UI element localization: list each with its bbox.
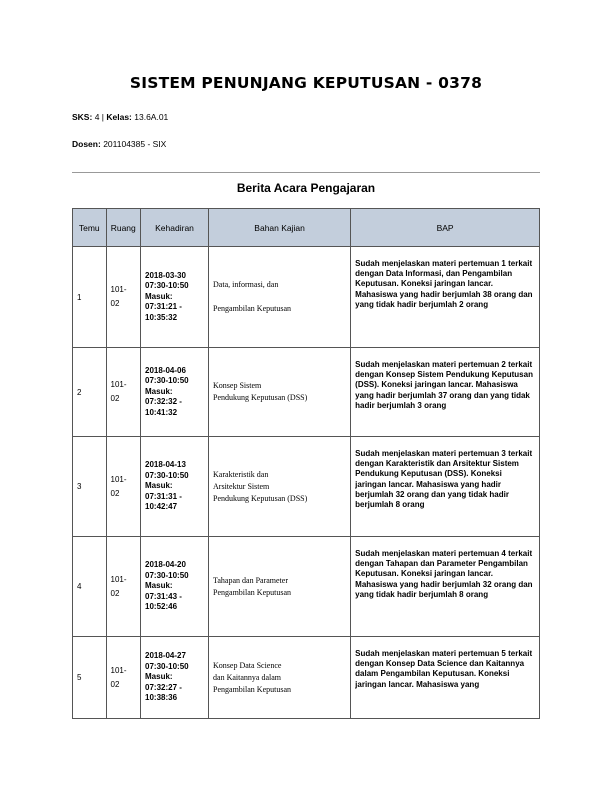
sks-value: 4 |: [94, 112, 107, 122]
temu-cell: 2: [73, 348, 107, 437]
table-row: [73, 437, 540, 537]
dosen-label: Dosen:: [72, 139, 101, 149]
kehadiran-cell: 2018-04-13 07:30-10:50 Masuk: 07:31:31 - 10:42:47: [141, 437, 209, 537]
header-ruang: Ruang: [106, 209, 141, 247]
temu-cell: 4: [73, 537, 107, 637]
bap-cell: Sudah menjelaskan materi pertemuan 5 terkait dengan Konsep Data Science dan Kaitannya dalam Pengambilan Keputusan. Koneksi jaringan lancar. Mahasiswa yang: [351, 637, 540, 719]
bahan-kajian-cell: Data, informasi, dan Pengambilan Keputusan: [209, 247, 351, 348]
table-row: [73, 637, 540, 719]
dosen-value: 201104385 - SIX: [103, 139, 167, 149]
lecturer-info-line: [72, 139, 166, 149]
ruang-cell: 101- 02: [106, 637, 141, 719]
bahan-kajian-cell: Konsep Sistem Pendukung Keputusan (DSS): [209, 348, 351, 437]
teaching-report-table: [72, 208, 540, 719]
temu-cell: 5: [73, 637, 107, 719]
header-temu: Temu: [73, 209, 107, 247]
kelas-label: Kelas:: [106, 112, 132, 122]
bahan-kajian-cell: Tahapan dan Parameter Pengambilan Keputusan: [209, 537, 351, 637]
table-header-row: [73, 209, 540, 247]
page-title: SISTEM PENUNJANG KEPUTUSAN - 0378: [129, 74, 483, 92]
table-row: [73, 537, 540, 637]
header-bap: BAP: [351, 209, 540, 247]
kehadiran-cell: 2018-04-20 07:30-10:50 Masuk: 07:31:43 - 10:52:46: [141, 537, 209, 637]
table-row: [73, 348, 540, 437]
sks-label: SKS:: [72, 112, 93, 122]
ruang-cell: 101- 02: [106, 437, 141, 537]
bap-cell: Sudah menjelaskan materi pertemuan 2 terkait dengan Konsep Sistem Pendukung Keputusan (DSS). Koneksi jaringan lancar. Mahasiswa yang hadir berjumlah 37 orang dan yang tidak hadir berjumlah 3 orang: [351, 348, 540, 437]
temu-cell: 1: [73, 247, 107, 348]
kehadiran-cell: 2018-04-27 07:30-10:50 Masuk: 07:32:27 - 10:38:36: [141, 637, 209, 719]
divider: [72, 172, 540, 173]
ruang-cell: 101- 02: [106, 247, 141, 348]
ruang-cell: 101- 02: [106, 537, 141, 637]
header-kehadiran: Kehadiran: [141, 209, 209, 247]
bap-cell: Sudah menjelaskan materi pertemuan 1 terkait dengan Data Informasi, dan Pengambilan Keputusan. Koneksi jaringan lancar. Mahasiswa yang hadir berjumlah 38 orang dan yang tidak hadir berjumlah 2 orang: [351, 247, 540, 348]
kelas-value: 13.6A.01: [134, 112, 169, 122]
ruang-cell: 101- 02: [106, 348, 141, 437]
bap-cell: Sudah menjelaskan materi pertemuan 4 terkait dengan Tahapan dan Parameter Pengambilan Keputusan. Koneksi jaringan lancar. Mahasiswa yang hadir berjumlah 32 orang dan yang tidak hadir berjumlah 8 orang: [351, 537, 540, 637]
table-row: [73, 247, 540, 348]
kehadiran-cell: 2018-03-30 07:30-10:50 Masuk: 07:31:21 - 10:35:32: [141, 247, 209, 348]
header-bahan-kajian: Bahan Kajian: [209, 209, 351, 247]
kehadiran-cell: 2018-04-06 07:30-10:50 Masuk: 07:32:32 - 10:41:32: [141, 348, 209, 437]
bahan-kajian-cell: Konsep Data Science dan Kaitannya dalam Pengambilan Keputusan: [209, 637, 351, 719]
bahan-kajian-cell: Karakteristik dan Arsitektur Sistem Pendukung Keputusan (DSS): [209, 437, 351, 537]
bap-cell: Sudah menjelaskan materi pertemuan 3 terkait dengan Karakteristik dan Arsitektur Sistem Pendukung Keputusan (DSS). Koneksi jaringan lancar. Mahasiswa yang hadir berjumlah 32 orang dan yang tidak hadir berjumlah 8 orang: [351, 437, 540, 537]
temu-cell: 3: [73, 437, 107, 537]
section-title: Berita Acara Pengajaran: [236, 181, 376, 195]
course-info-line: [72, 112, 168, 122]
